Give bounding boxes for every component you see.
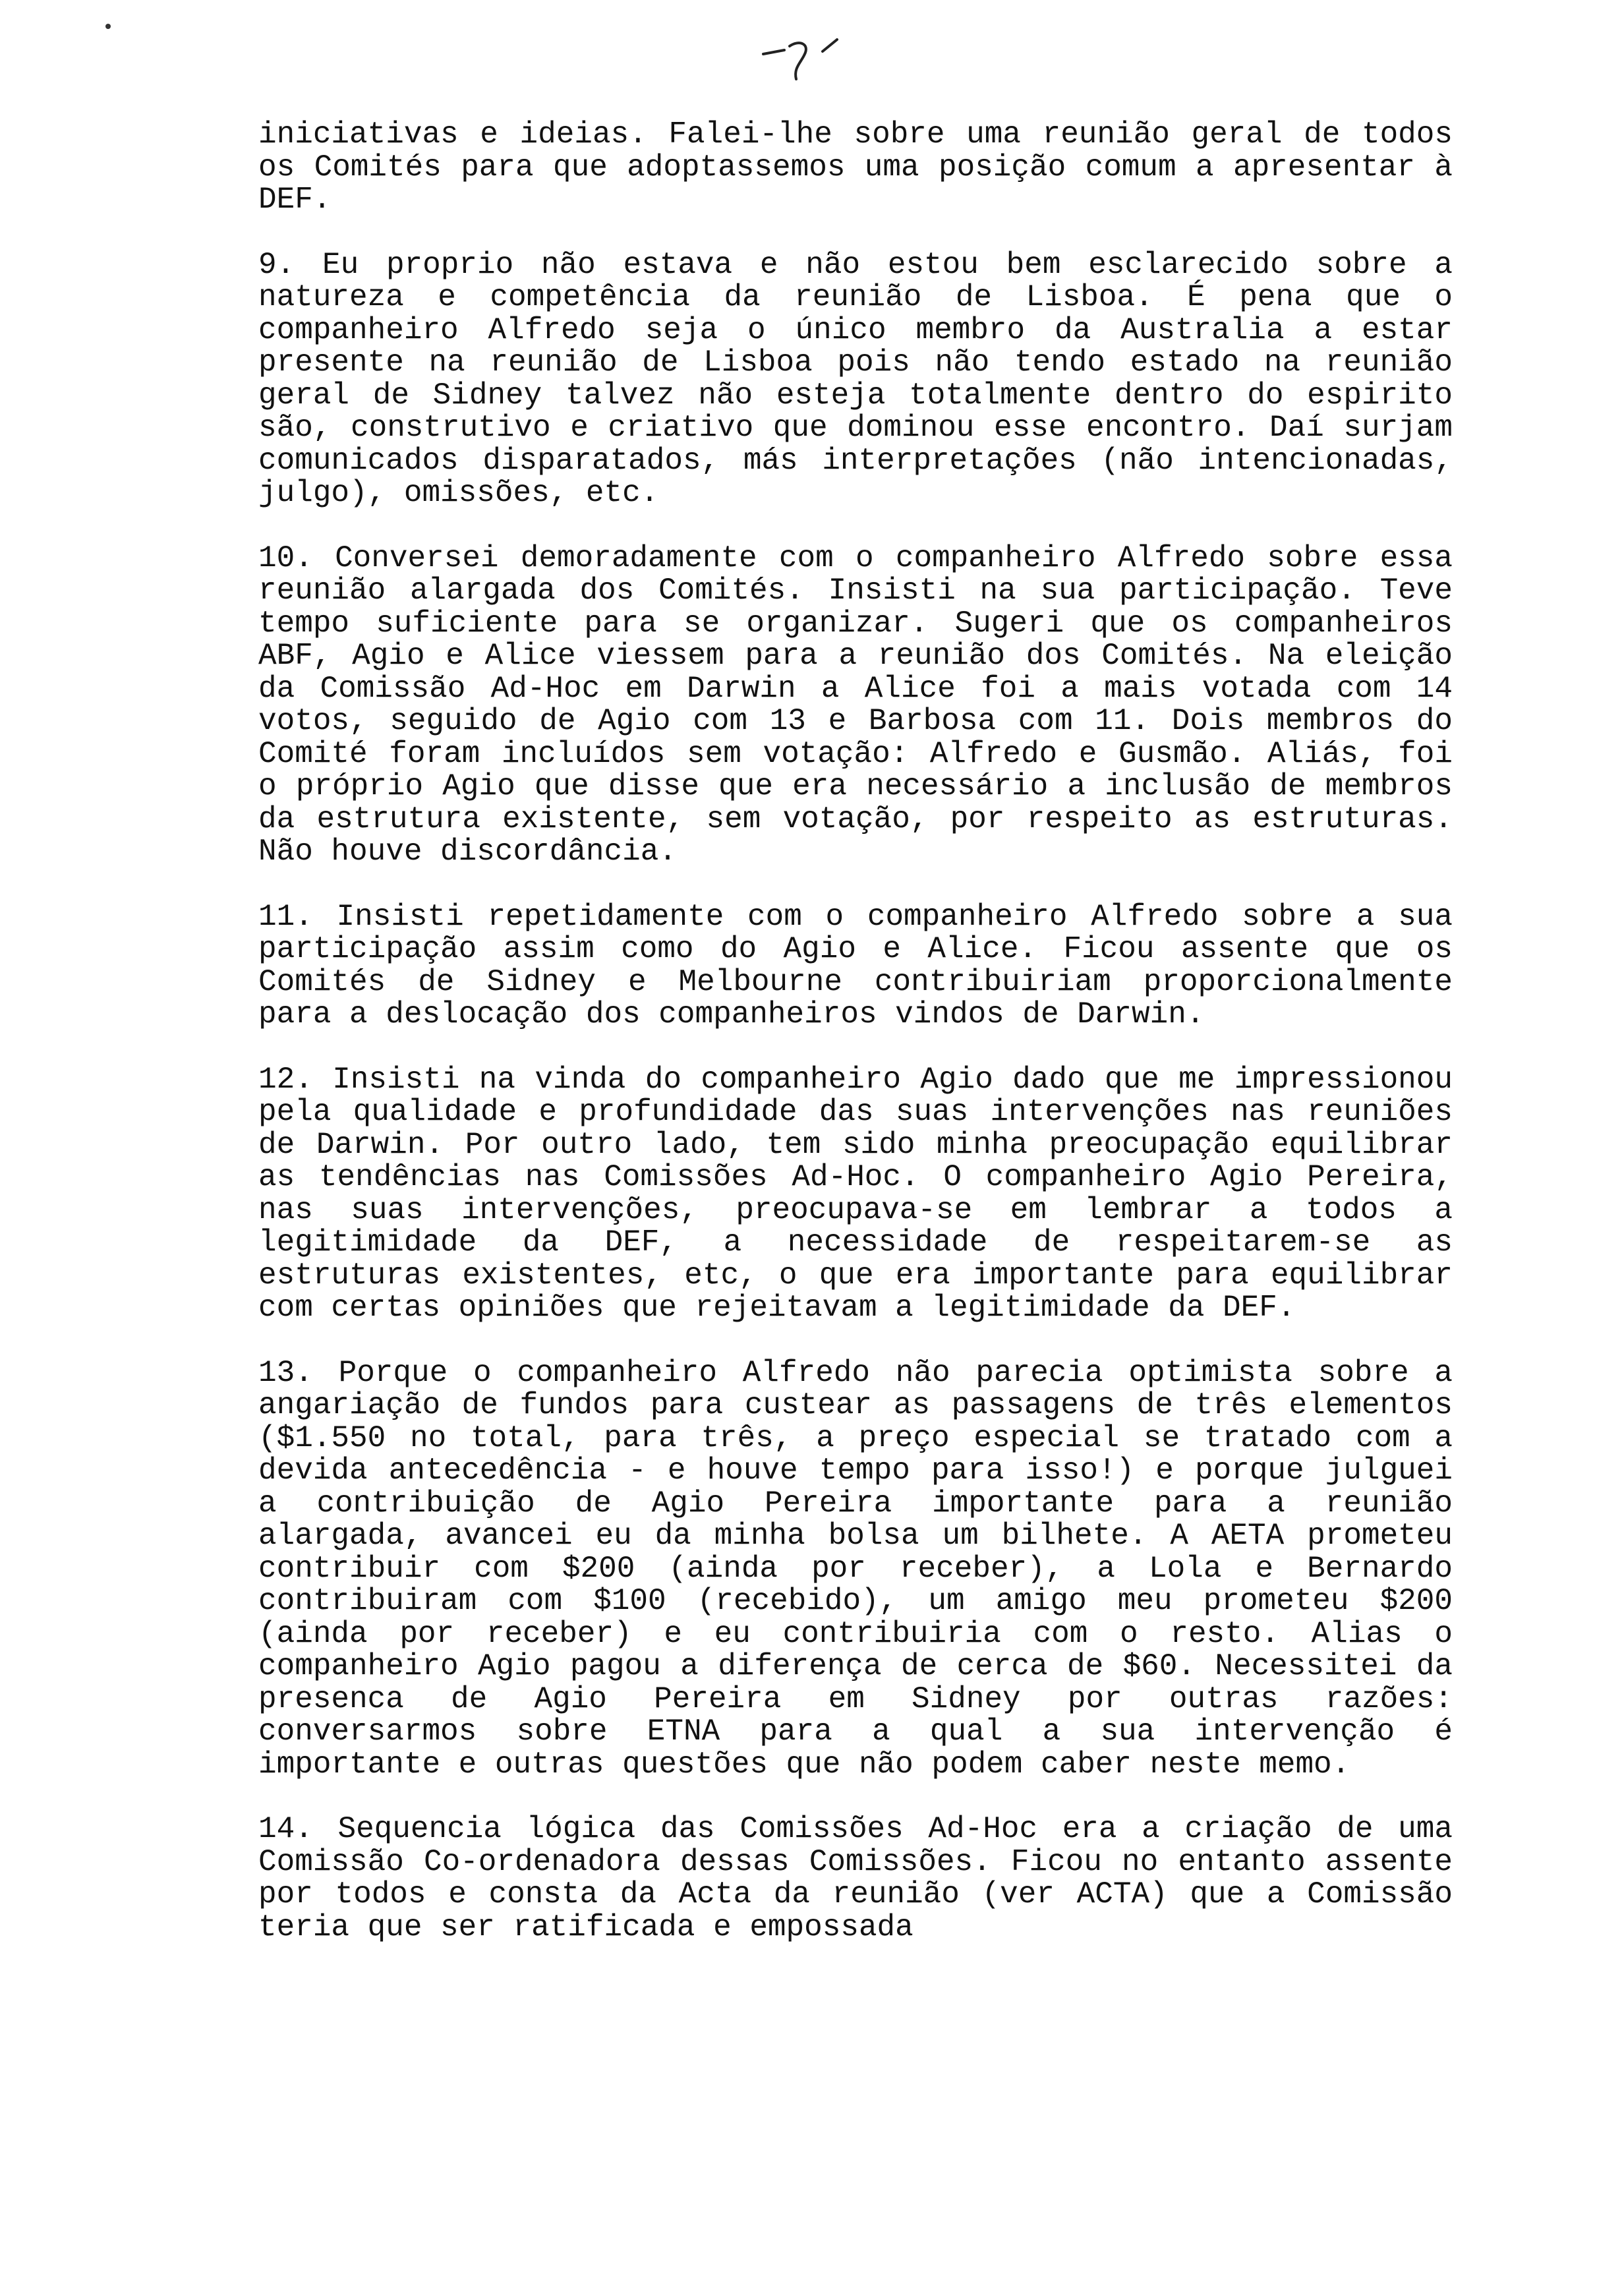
paragraph-12: 12. Insisti na vinda do companheiro Agio dado que me impressionou pela qualidade e profundidade das suas intervenções nas reuniões de Darwin. Por outro lado, tem sido minha preocupação equilibrar as tendências nas Comissões Ad-Hoc. O companheiro Agio Pereira, nas suas intervenções, preocupava-se em lembrar a todos a legitimidade da DEF, a necessidade de respeitarem-se as estruturas existentes, etc, o que era importante para equilibrar com certas opiniões que rejeitavam a legitimidade da DEF. <box>258 1062 1453 1325</box>
paragraph-continuation: iniciativas e ideias. Falei-lhe sobre uma reunião geral de todos os Comités para que adoptassemos uma posição comum a apresentar à DEF. <box>258 117 1453 217</box>
scan-speck <box>105 24 111 29</box>
paragraph-10: 10. Conversei demoradamente com o companheiro Alfredo sobre essa reunião alargada dos Comités. Insisti na sua participação. Teve tempo suficiente para se organizar. Sugeri que os companheiros ABF, Agio e Alice viessem para a reunião dos Comités. Na eleição da Comissão Ad-Hoc em Darwin a Alice foi a mais votada com 14 votos, seguido de Agio com 13 e Barbosa com 11. Dois membros do Comité foram incluídos sem votação: Alfredo e Gusmão. Aliás, foi o próprio Agio que disse que era necessário a inclusão de membros da estrutura existente, sem votação, por respeito as estruturas. Não houve discordância. <box>258 540 1453 869</box>
paragraph-13: 13. Porque o companheiro Alfredo não parecia optimista sobre a angariação de fundos para custear as passagens de três elementos ($1.550 no total, para três, a preço especial se tratado com a devida antecedência - e houve tempo para isso!) e porque julguei a contribuição de Agio Pereira importante para a reunião alargada, avancei eu da minha bolsa um bilhete. A AETA prometeu contribuir com $200 (ainda por receber), a Lola e Bernardo contribuiram com $100 (recebido), um amigo meu prometeu $200 (ainda por receber) e eu contribuiria com o resto. Alias o companheiro Agio pagou a diferença de cerca de $60. Necessitei da presenca de Agio Pereira em Sidney por outras razões: conversarmos sobre ETNA para a qual a sua intervenção é importante e outras questões que não podem caber neste memo. <box>258 1355 1453 1782</box>
page-number-text <box>870 26 871 27</box>
handwritten-page-number-icon <box>738 26 870 86</box>
document-body <box>258 119 1453 1976</box>
page-number-mark <box>738 26 870 86</box>
paragraph-11: 11. Insisti repetidamente com o companheiro Alfredo sobre a sua participação assim como do Agio e Alice. Ficou assente que os Comités de Sidney e Melbourne contribuiriam proporcionalmente para a deslocação dos companheiros vindos de Darwin. <box>258 899 1453 1032</box>
paragraph-9: 9. Eu proprio não estava e não estou bem esclarecido sobre a natureza e competência da reunião de Lisboa. É pena que o companheiro Alfredo seja o único membro da Australia a estar presente na reunião de Lisboa pois não tendo estado na reunião geral de Sidney talvez não esteja totalmente dentro do espirito são, construtivo e criativo que dominou esse encontro. Daí surjam comunicados disparatados, más interpretações (não intencionadas, julgo), omissões, etc. <box>258 247 1453 510</box>
paragraph-14: 14. Sequencia lógica das Comissões Ad-Hoc era a criação de uma Comissão Co-ordenadora dessas Comissões. Ficou no entanto assente por todos e consta da Acta da reunião (ver ACTA) que a Comissão teria que ser ratificada e empossada <box>258 1812 1453 1944</box>
